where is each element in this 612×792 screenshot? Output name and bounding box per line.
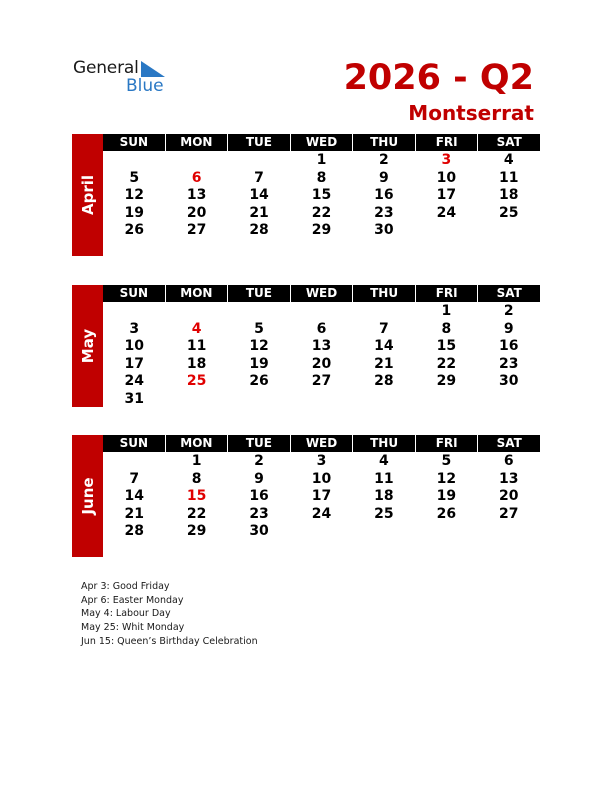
day-cell: 13 [311,338,332,354]
day-cell: 6 [503,453,514,469]
day-cell: 4 [379,453,389,469]
day-cell: 16 [374,187,394,203]
day-cell: 21 [124,505,144,522]
day-cell: 19 [249,355,269,372]
week-row [103,337,540,355]
day-cell: 25 [499,204,519,221]
holiday-note: Jun 15: Queen’s Birthday Celebration [81,635,258,647]
logo [73,58,173,98]
weekday-header-row [103,134,540,151]
week-row [103,505,540,523]
weekday-header: MON [166,435,229,452]
empty-day-cell [415,221,477,239]
day-cell: 26 [249,373,269,389]
day-cell: 8 [316,169,327,186]
weekday-header: WED [291,285,354,302]
empty-day-cell [353,390,415,408]
day-cell: 19 [124,204,144,221]
day-cell: 11 [374,470,394,487]
holiday-note: Apr 3: Good Friday [81,581,170,592]
empty-day-cell [228,302,290,320]
weekday-header: SUN [103,435,166,452]
day-cell: 27 [499,505,519,522]
day-cell: 15 [311,187,332,203]
empty-day-cell [228,390,290,408]
day-cell: 28 [374,373,394,389]
week-row [103,302,540,320]
day-cell: 8 [441,320,452,337]
empty-day-cell [478,390,540,408]
day-cell: 6 [316,320,327,337]
week-row [103,320,540,338]
day-cell: 23 [374,204,394,221]
weekday-header-row [103,435,540,452]
day-cell: 21 [374,355,394,372]
weekday-header: TUE [228,435,291,452]
holiday-note: Apr 6: Easter Monday [81,594,184,606]
day-cell: 31 [124,390,144,407]
empty-day-cell [165,390,227,408]
weekday-header: MON [166,285,229,302]
day-cell: 30 [374,222,394,238]
weekday-header: FRI [416,285,479,302]
day-cell: 12 [124,187,144,203]
day-cell: 27 [186,222,207,238]
holiday-note: May 25: Whit Monday [81,622,185,634]
weekday-header: FRI [416,134,479,151]
week-row [103,487,540,505]
day-cell: 3 [441,152,452,168]
empty-day-cell [290,302,352,320]
day-cell: 24 [311,505,332,522]
day-cell: 5 [129,169,140,186]
day-cell: 26 [124,222,144,238]
day-cell: 1 [316,152,327,168]
calendar-grid [103,134,540,239]
day-cell: 15 [436,338,457,354]
day-cell: 4 [191,320,202,337]
month-tab [72,134,103,256]
day-cell: 13 [499,470,519,487]
holiday-notes [81,580,258,649]
empty-day-cell [165,302,227,320]
day-cell: 23 [249,505,269,522]
empty-day-cell [165,151,227,169]
weekday-header: SAT [496,135,522,149]
day-cell: 2 [503,303,514,319]
week-row [103,355,540,373]
empty-day-cell [415,390,477,408]
weekday-header: TUE [228,285,291,302]
day-cell: 14 [249,187,269,203]
day-cell: 23 [499,355,519,372]
day-cell: 14 [374,338,394,354]
calendar-grid [103,285,540,407]
weekday-header: WED [291,134,354,151]
day-cell: 28 [124,523,144,539]
day-cell: 22 [311,204,332,221]
week-row [103,204,540,222]
logo-triangle-icon [141,61,165,77]
week-row [103,470,540,488]
empty-day-cell [415,522,477,540]
day-cell: 29 [186,523,207,539]
day-cell: 11 [186,338,207,354]
weekday-header: THU [353,285,416,302]
day-cell: 12 [249,338,269,354]
day-cell: 17 [436,187,457,203]
day-cell: 22 [186,505,207,522]
day-cell: 20 [186,204,207,221]
country-name: Montserrat [408,101,534,125]
day-cell: 3 [316,453,327,469]
empty-day-cell [103,151,165,169]
day-cell: 29 [311,222,332,238]
week-row [103,151,540,169]
day-cell: 29 [436,373,457,389]
day-cell: 6 [191,169,202,186]
week-row [103,372,540,390]
month-tab [72,435,103,557]
day-cell: 4 [503,152,514,168]
day-cell: 20 [311,355,332,372]
week-row [103,169,540,187]
day-cell: 22 [436,355,457,372]
day-cell: 10 [436,169,457,186]
day-cell: 30 [249,523,269,539]
month-tab [72,285,103,407]
weekday-header: MON [166,134,229,151]
day-cell: 24 [124,373,144,389]
week-row [103,390,540,408]
day-cell: 16 [499,338,519,354]
day-cell: 8 [191,470,202,487]
day-cell: 9 [379,169,389,186]
day-cell: 3 [129,320,140,337]
weekday-header: SUN [103,134,166,151]
weekday-header: WED [291,435,354,452]
month-label: June [78,477,97,515]
day-cell: 17 [124,355,144,372]
day-cell: 27 [311,373,332,389]
day-cell: 14 [124,488,144,504]
day-cell: 19 [436,488,457,504]
weekday-header: THU [353,134,416,151]
day-cell: 30 [499,373,519,389]
day-cell: 5 [441,453,452,469]
day-cell: 7 [129,470,140,487]
day-cell: 16 [249,488,269,504]
weekday-header: SUN [103,285,166,302]
day-cell: 1 [191,453,202,469]
week-row [103,221,540,239]
day-cell: 18 [374,488,394,504]
day-cell: 10 [311,470,332,487]
holiday-note: May 4: Labour Day [81,608,171,620]
day-cell: 20 [499,488,519,504]
day-cell: 13 [186,187,207,203]
weekday-header: THU [353,435,416,452]
day-cell: 2 [254,453,264,469]
day-cell: 1 [441,303,452,319]
weekday-header: SAT [496,436,522,450]
week-row [103,522,540,540]
empty-day-cell [103,302,165,320]
day-cell: 7 [254,169,264,186]
day-cell: 15 [186,488,207,504]
day-cell: 9 [503,320,514,337]
day-cell: 7 [379,320,389,337]
empty-day-cell [478,221,540,239]
empty-day-cell [478,522,540,540]
day-cell: 28 [249,222,269,238]
day-cell: 18 [186,355,207,372]
weekday-header: FRI [416,435,479,452]
day-cell: 21 [249,204,269,221]
empty-day-cell [290,522,352,540]
week-row [103,186,540,204]
day-cell: 24 [436,204,457,221]
day-cell: 10 [124,338,144,354]
day-cell: 18 [499,187,519,203]
logo-text-general: General [73,58,139,78]
weekday-header: TUE [228,134,291,151]
day-cell: 17 [311,488,332,504]
empty-day-cell [103,452,165,470]
day-cell: 5 [254,320,264,337]
calendar-grid [103,435,540,540]
logo-text-blue: Blue [126,76,164,96]
month-label: May [78,328,97,364]
weekday-header-row [103,285,540,302]
empty-day-cell [290,390,352,408]
empty-day-cell [353,302,415,320]
month-label: April [78,174,97,216]
page-title: 2026 - Q2 [343,58,534,98]
day-cell: 26 [436,505,457,522]
day-cell: 12 [436,470,457,487]
day-cell: 11 [499,169,519,186]
weekday-header: SAT [496,286,522,300]
week-row [103,452,540,470]
empty-day-cell [228,151,290,169]
day-cell: 25 [374,505,394,522]
empty-day-cell [353,522,415,540]
day-cell: 25 [186,373,207,389]
day-cell: 2 [379,152,389,168]
day-cell: 9 [254,470,264,487]
